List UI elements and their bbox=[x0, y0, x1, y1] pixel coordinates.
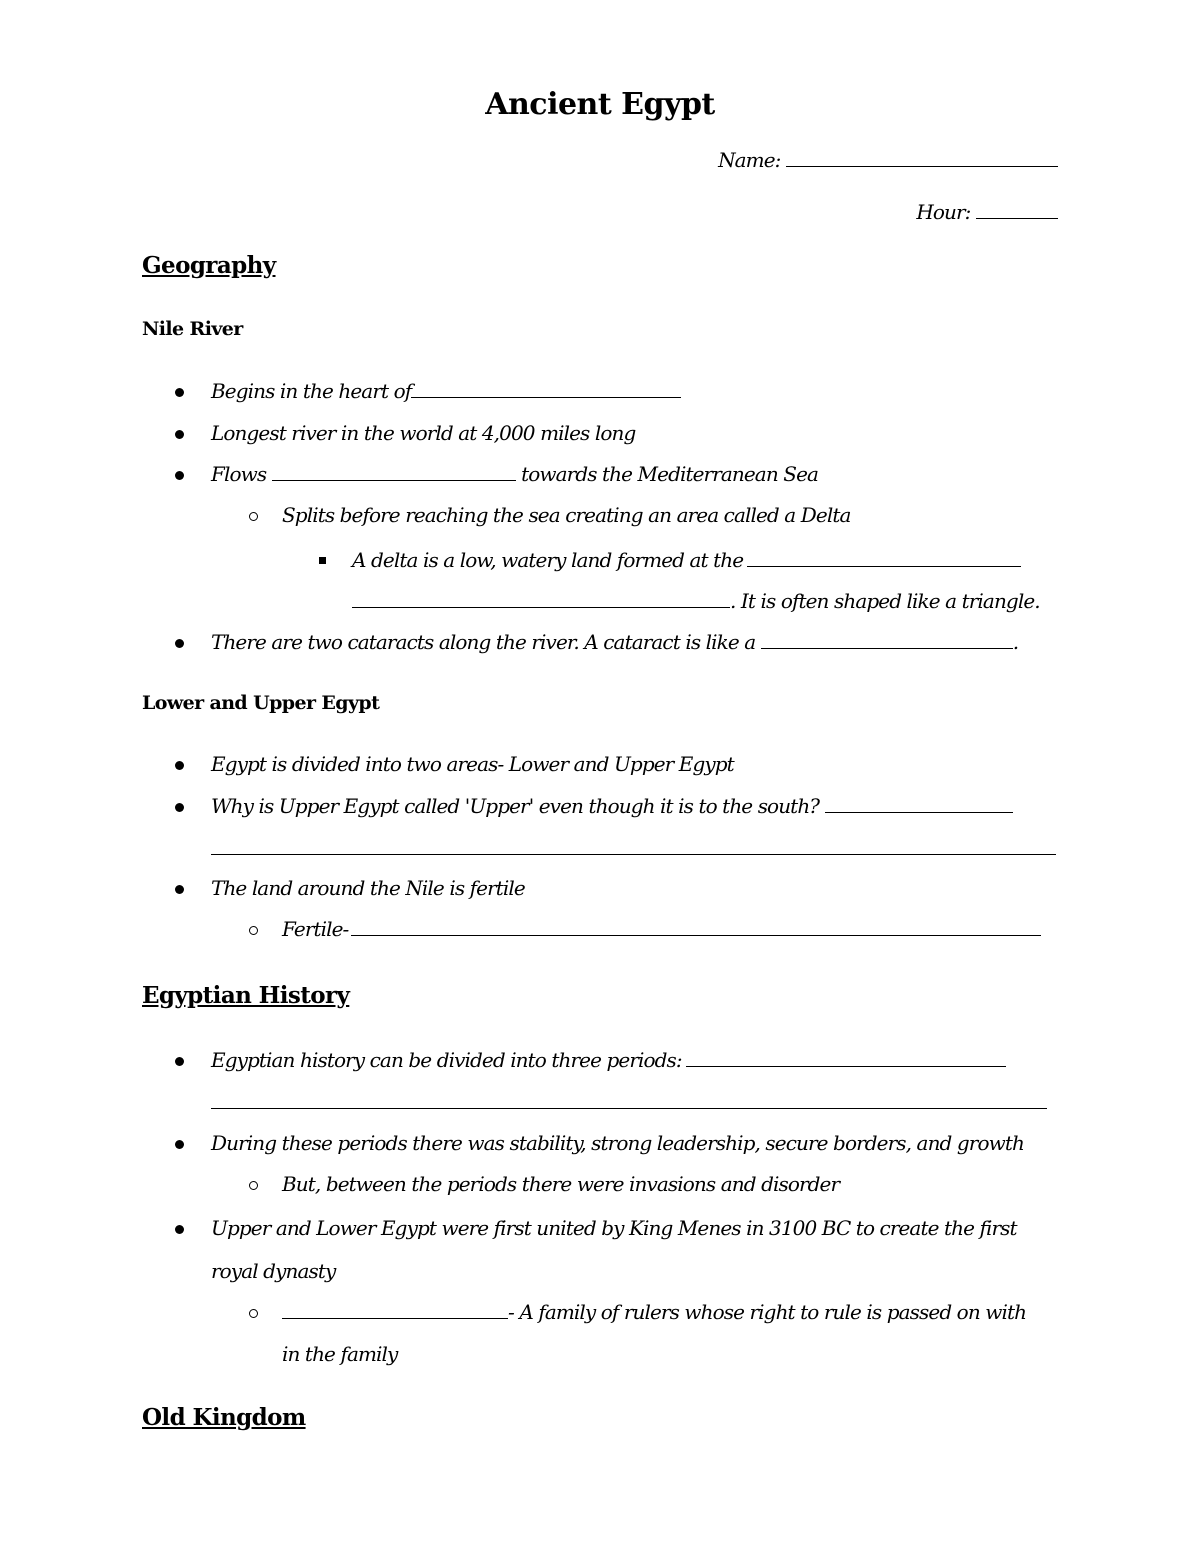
nile-bullet-2: Longest river in the world at 4,000 miles long bbox=[211, 421, 636, 445]
lower-upper-bullet-2 bbox=[211, 796, 1013, 816]
lower-upper-heading: Lower and Upper Egypt bbox=[142, 692, 380, 714]
nile-bullet-3 bbox=[211, 464, 818, 484]
name-blank[interactable] bbox=[786, 150, 1058, 167]
lower-upper-bullet-3: The land around the Nile is fertile bbox=[211, 876, 525, 900]
nile-bullet-1-text: Begins in the heart of bbox=[211, 379, 412, 403]
old-kingdom-heading: Old Kingdom bbox=[142, 1404, 306, 1431]
fertile-label: Fertile- bbox=[282, 917, 349, 941]
upper-egypt-answer-line bbox=[211, 838, 1056, 858]
bullet-dot bbox=[175, 803, 184, 812]
bullet-circle bbox=[249, 1181, 258, 1190]
history-bullet-3-line-1: Upper and Lower Egypt were first united by King Menes in 3100 BC to create the first bbox=[211, 1216, 1017, 1240]
flows-direction-blank[interactable] bbox=[272, 464, 516, 481]
nile-bullet-3-post: towards the Mediterranean Sea bbox=[521, 462, 819, 486]
delta-definition bbox=[352, 550, 1021, 570]
delta-definition-text: A delta is a low, watery land formed at the bbox=[352, 548, 744, 572]
bullet-square bbox=[319, 557, 326, 564]
dynasty-definition-text: - A family of rulers whose right to rule is passed on with bbox=[508, 1300, 1027, 1324]
bullet-dot bbox=[175, 1140, 184, 1149]
upper-egypt-blank-2[interactable] bbox=[211, 838, 1056, 855]
upper-egypt-blank-1[interactable] bbox=[825, 796, 1013, 813]
nile-bullet-3-pre: Flows bbox=[211, 462, 267, 486]
nile-bullet-1 bbox=[211, 381, 681, 401]
nile-bullet-3-sub: Splits before reaching the sea creating an area called a Delta bbox=[282, 503, 851, 527]
upper-egypt-question: Why is Upper Egypt called 'Upper' even though it is to the south? bbox=[211, 794, 820, 818]
lower-upper-bullet-1: Egypt is divided into two areas- Lower and Upper Egypt bbox=[211, 752, 734, 776]
bullet-dot bbox=[175, 388, 184, 397]
dynasty-definition-cont: in the family bbox=[282, 1342, 398, 1366]
delta-definition-cont bbox=[352, 591, 1040, 611]
cataract-text: There are two cataracts along the river. A cataract is like a bbox=[211, 630, 756, 654]
page-title: Ancient Egypt bbox=[485, 87, 715, 122]
hour-blank[interactable] bbox=[976, 202, 1058, 219]
three-periods-answer-line bbox=[211, 1092, 1047, 1112]
bullet-circle bbox=[249, 926, 258, 935]
bullet-dot bbox=[175, 639, 184, 648]
history-bullet-2: During these periods there was stability, strong leadership, secure borders, and growth bbox=[211, 1131, 1024, 1155]
dynasty-definition bbox=[282, 1302, 1026, 1322]
geography-heading: Geography bbox=[142, 252, 276, 279]
hour-field-row bbox=[916, 202, 1058, 222]
history-bullet-3-line-2: royal dynasty bbox=[211, 1259, 336, 1283]
history-heading: Egyptian History bbox=[142, 982, 350, 1009]
name-label: Name: bbox=[718, 148, 781, 172]
bullet-dot bbox=[175, 1225, 184, 1234]
cataract-blank[interactable] bbox=[761, 632, 1013, 649]
delta-definition-cont-text: . It is often shaped like a triangle. bbox=[730, 589, 1040, 613]
history-bullet-2-sub: But, between the periods there were invasions and disorder bbox=[282, 1172, 840, 1196]
dynasty-blank[interactable] bbox=[282, 1302, 508, 1319]
name-field-row bbox=[718, 150, 1058, 170]
nile-river-heading: Nile River bbox=[142, 318, 243, 340]
history-bullet-1 bbox=[211, 1050, 1006, 1070]
three-periods-blank-1[interactable] bbox=[686, 1050, 1006, 1067]
bullet-dot bbox=[175, 885, 184, 894]
bullet-circle bbox=[249, 1309, 258, 1318]
bullet-circle bbox=[249, 512, 258, 521]
delta-blank-2[interactable] bbox=[352, 591, 730, 608]
bullet-dot bbox=[175, 761, 184, 770]
delta-blank-1[interactable] bbox=[747, 550, 1021, 567]
bullet-dot bbox=[175, 1057, 184, 1066]
nile-bullet-4 bbox=[211, 632, 1018, 652]
bullet-dot bbox=[175, 471, 184, 480]
fertile-definition bbox=[282, 919, 1041, 939]
hour-label: Hour: bbox=[916, 200, 971, 224]
fertile-blank[interactable] bbox=[351, 919, 1041, 936]
nile-begins-blank[interactable] bbox=[411, 381, 681, 398]
bullet-dot bbox=[175, 430, 184, 439]
three-periods-blank-2[interactable] bbox=[211, 1092, 1047, 1109]
three-periods-text: Egyptian history can be divided into three periods: bbox=[211, 1048, 682, 1072]
cataract-period: . bbox=[1012, 630, 1019, 654]
